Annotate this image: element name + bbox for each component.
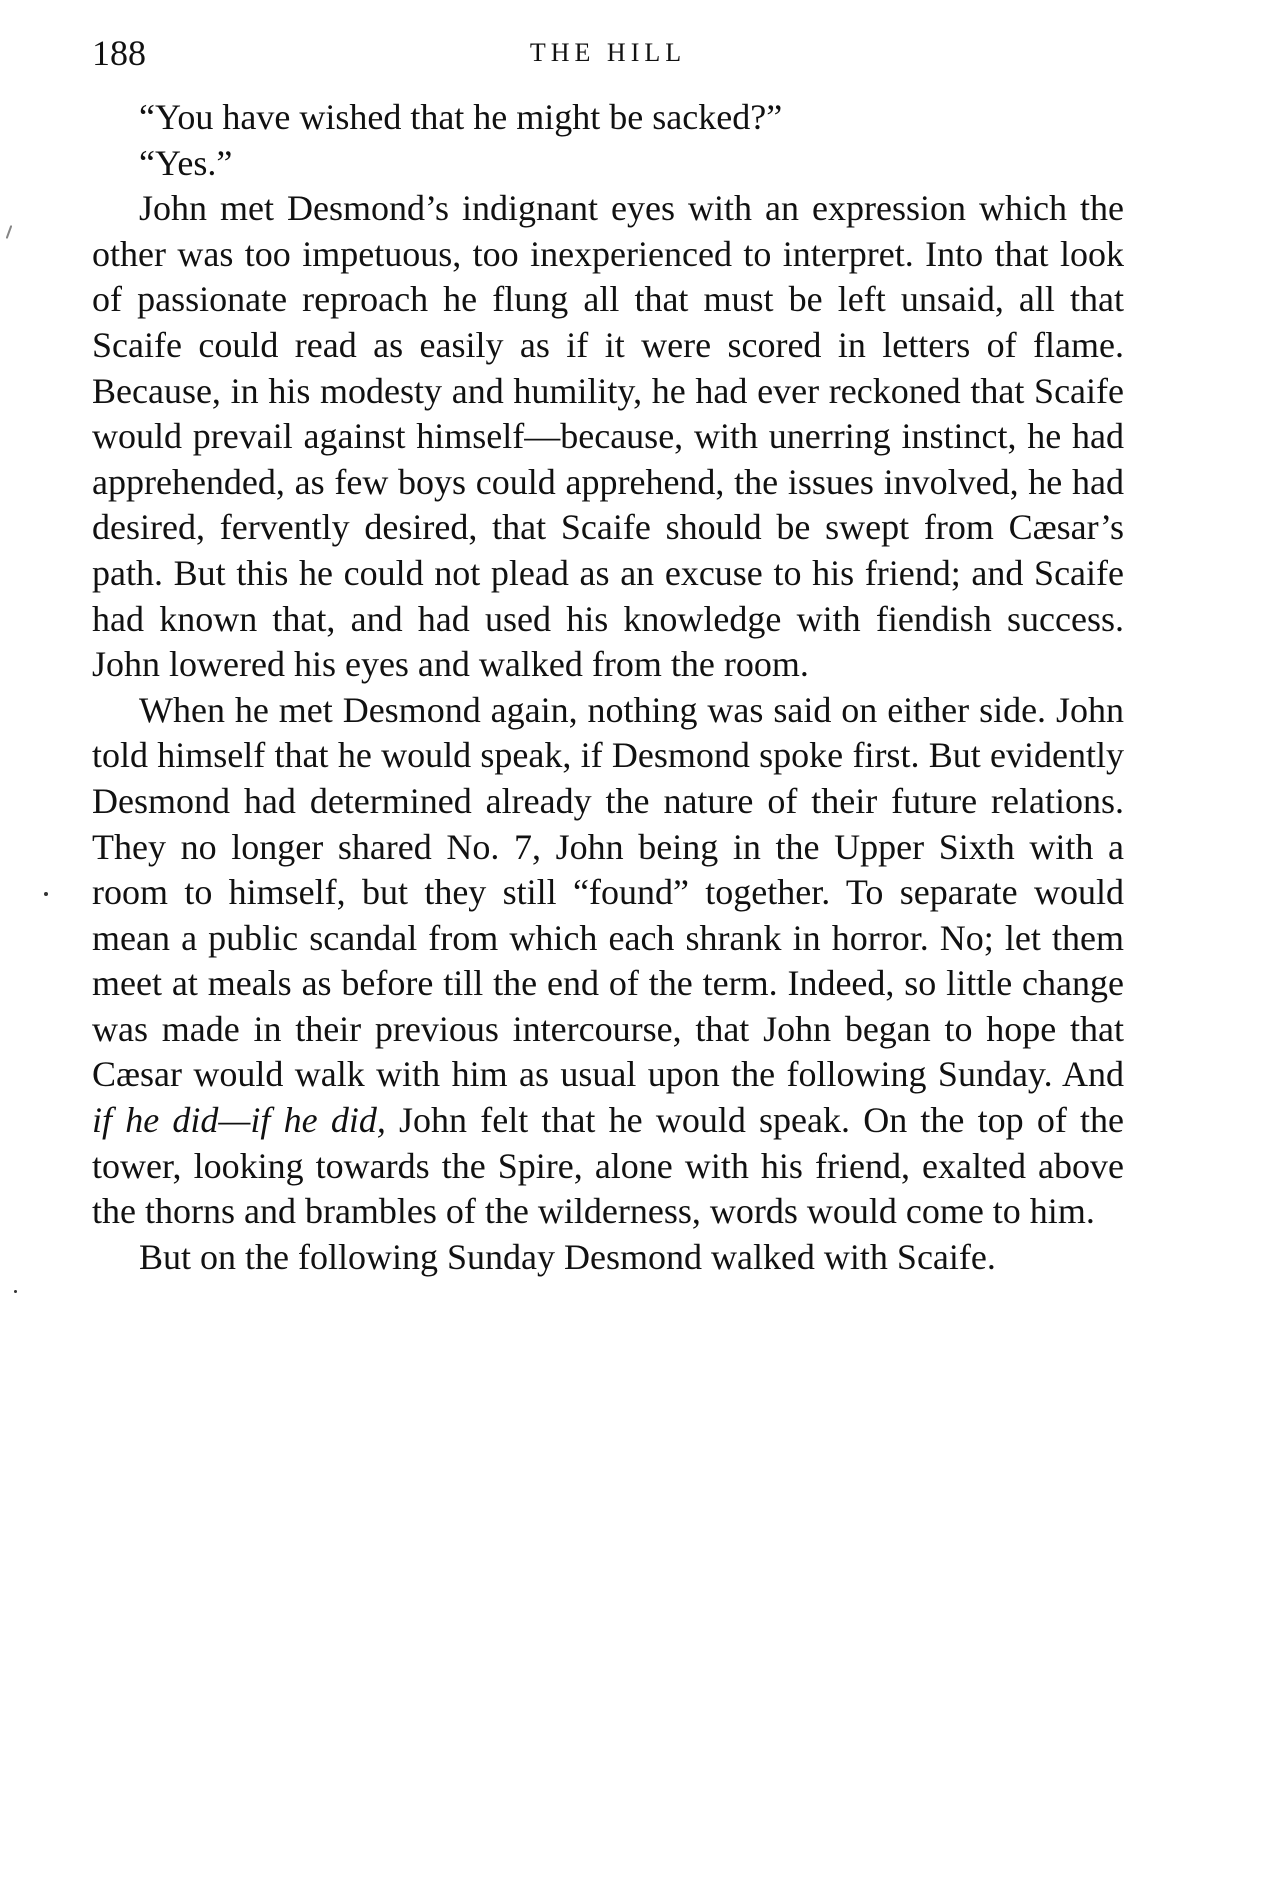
- paragraph: John met Desmond’s indignant eyes with an expression which the other was too impetuous, too inexperienced to interpret. Into that look of passionate reproach he flung all that must be left unsaid, all that Scaife could read as easily as if it were scored in letters of flame. Because, in his modesty and humility, he had ever reckoned that Scaife would prevail against himself—because, with unerring instinct, he had apprehended, as few boys could apprehend, the issues involved, he had desired, fervently desired, that Scaife should be swept from Cæsar’s path. But this he could not plead as an excuse to his friend; and Scaife had known that, and had used his knowledge with fiendish success. John lowered his eyes and walked from the room.: [92, 188, 1124, 685]
- page-header: [92, 28, 1124, 78]
- paragraph: But on the following Sunday Desmond walked with Scaife.: [139, 1236, 996, 1277]
- page-number: 188: [92, 33, 146, 73]
- dialogue-line: “Yes.”: [139, 142, 233, 183]
- dialogue-line: “You have wished that he might be sacked?”: [139, 97, 783, 137]
- paragraph: [92, 688, 1124, 1235]
- body-text: [92, 95, 1124, 1280]
- print-speck: [44, 892, 48, 896]
- print-speck: [14, 1290, 17, 1293]
- running-title: THE HILL: [529, 38, 687, 67]
- paragraph-text: When he met Desmond again, nothing was said on either side. John told himself that he would speak, if Desmond spoke first. But evidently Desmond had determined already the nature of their future relations. They no longer shared No. 7, John being in the Upper Sixth with a room to himself, but they still “found” together. To separate would mean a public scandal from which each shrank in horror. No; let them meet at meals as before till the end of the term. Indeed, so little change was made in their previous intercourse, that John began to hope that Cæsar would walk with him as usual upon the following Sunday. And: [92, 689, 1124, 1095]
- print-speck: [6, 225, 13, 239]
- paragraph-text: John felt that he would speak. On the top of the tower, looking towards the Spire, alone with his friend, exalted above the thorns and brambles of the wilderness, words would come to him.: [92, 1100, 1125, 1232]
- italic-text: if he did—if he did,: [92, 1100, 386, 1141]
